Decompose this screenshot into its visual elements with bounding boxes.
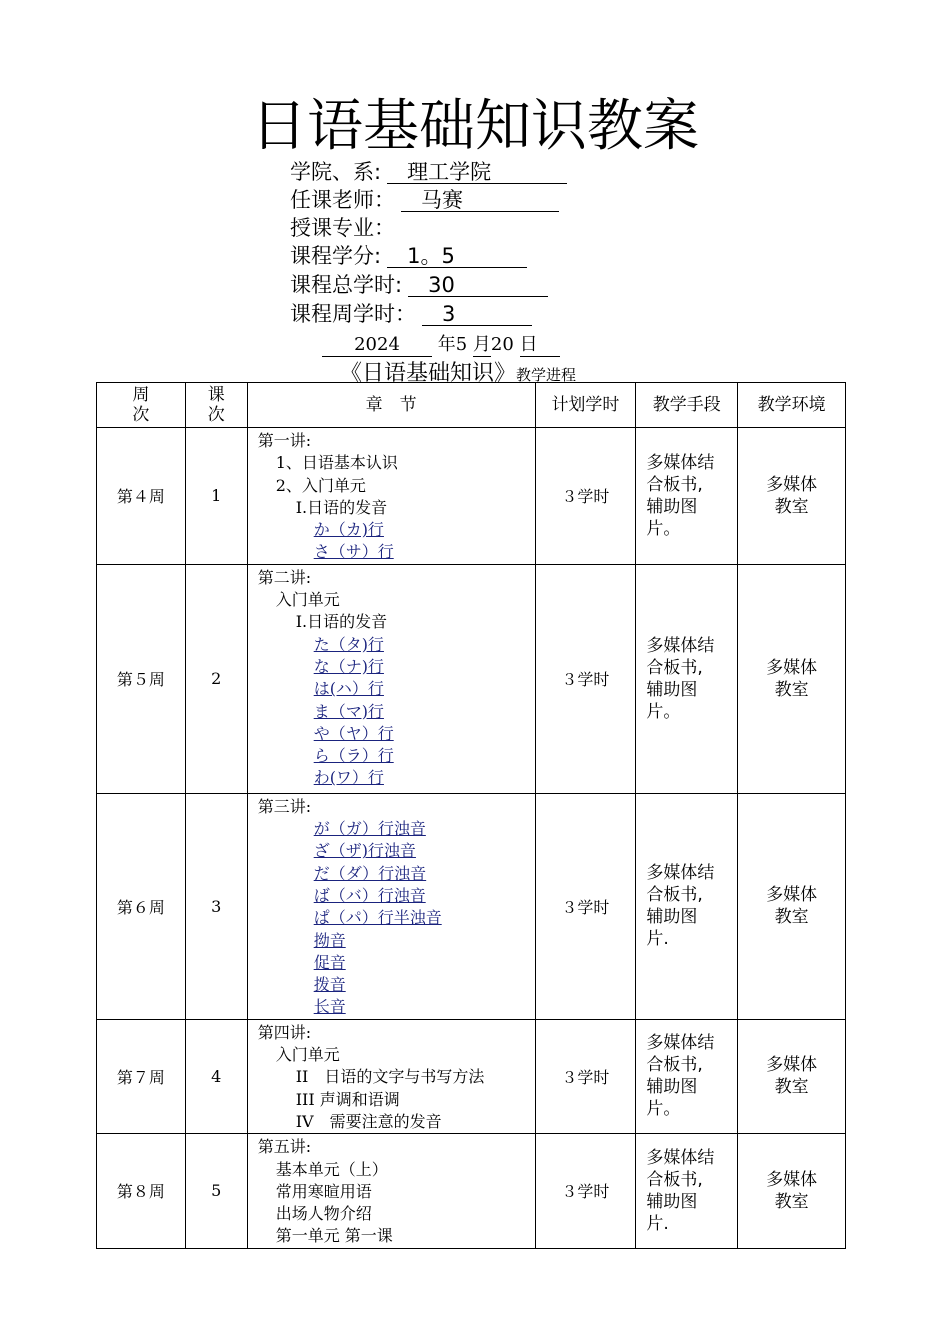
chapter-cell <box>247 564 535 793</box>
header-chapter: 章 节 <box>247 383 535 428</box>
chapter-line <box>258 430 535 452</box>
lesson-cell: 2 <box>185 564 247 793</box>
chapter-line <box>258 818 535 840</box>
lesson-cell: 1 <box>185 428 247 565</box>
chapter-cell <box>247 428 535 565</box>
chapter-line <box>258 589 535 611</box>
chapter-line <box>258 1136 535 1158</box>
chapter-line <box>258 885 535 907</box>
environment-cell: 多媒体 教室 <box>738 793 846 1019</box>
week-cell: 第７周 <box>97 1019 186 1133</box>
table-row <box>97 1019 846 1133</box>
info-label: 课程周学时： <box>290 302 416 326</box>
header-teaching-environment: 教学环境 <box>738 383 846 428</box>
hours-cell: ３学时 <box>535 564 636 793</box>
chapter-text: 入门单元 <box>275 590 340 610</box>
date-month: 5 <box>455 334 468 355</box>
info-value: 理工学院 <box>387 161 567 184</box>
chapter-text: I.日语的发音 <box>295 497 388 517</box>
chapter-line <box>258 452 535 474</box>
chapter-line <box>258 745 535 767</box>
table-row <box>97 428 846 565</box>
chapter-line <box>258 611 535 633</box>
chapter-text: 第四讲: <box>257 1022 312 1042</box>
info-line <box>290 300 532 328</box>
chapter-line <box>258 1225 535 1247</box>
chapter-text: II 日语的文字与书写方法 <box>295 1067 485 1087</box>
chapter-line <box>258 796 535 818</box>
chapter-link[interactable]: 拨音 <box>313 975 346 995</box>
week-cell: 第４周 <box>97 428 186 565</box>
info-line <box>290 214 395 242</box>
chapter-text: 2、入门单元 <box>275 475 366 495</box>
chapter-line <box>258 1159 535 1181</box>
chapter-line <box>258 519 535 541</box>
method-cell: 多媒体结 合板书, 辅助图 片。 <box>636 428 738 565</box>
date-day-unit: 日 <box>520 334 560 357</box>
week-cell: 第６周 <box>97 793 186 1019</box>
info-label: 课程总学时: <box>290 273 403 297</box>
chapter-link[interactable]: ざ（ザ)行浊音 <box>313 841 416 861</box>
chapter-link[interactable]: わ(ワ）行 <box>313 768 384 788</box>
info-value: 1。5 <box>387 245 527 268</box>
chapter-cell <box>247 1019 535 1133</box>
chapter-link[interactable]: ば（バ）行浊音 <box>313 885 426 905</box>
chapter-line <box>258 475 535 497</box>
chapter-text: 常用寒暄用语 <box>275 1181 372 1201</box>
environment-cell: 多媒体 教室 <box>738 1019 846 1133</box>
info-label: 学院、系: <box>290 160 382 184</box>
chapter-line <box>258 1066 535 1088</box>
method-cell: 多媒体结 合板书, 辅助图 片. <box>636 1134 738 1248</box>
document-title: 日语基础知识教案 <box>251 94 699 159</box>
chapter-line <box>258 656 535 678</box>
chapter-line <box>258 1089 535 1111</box>
chapter-cell <box>247 793 535 1019</box>
header-teaching-method: 教学手段 <box>636 383 738 428</box>
info-label: 任课老师： <box>290 188 395 212</box>
date-month-unit: 月 <box>472 334 491 355</box>
chapter-line <box>258 497 535 519</box>
chapter-link[interactable]: ら（ラ）行 <box>313 746 394 766</box>
chapter-line <box>258 930 535 952</box>
lesson-cell: 3 <box>185 793 247 1019</box>
table-row <box>97 564 846 793</box>
chapter-text: 出场人物介绍 <box>275 1204 372 1224</box>
table-header-row <box>97 383 846 428</box>
chapter-line <box>258 996 535 1018</box>
chapter-line <box>258 678 535 700</box>
chapter-link[interactable]: が（ガ）行浊音 <box>313 819 426 839</box>
chapter-line <box>258 840 535 862</box>
info-line <box>290 242 527 270</box>
info-value: 3 <box>422 303 532 326</box>
environment-cell: 多媒体 教室 <box>738 428 846 565</box>
chapter-text: 第二讲: <box>257 567 312 587</box>
chapter-text: 基本单元（上） <box>275 1159 388 1179</box>
chapter-line <box>258 567 535 589</box>
course-name: 《日语基础知识》 <box>340 361 517 386</box>
chapter-line <box>258 974 535 996</box>
info-value: 马赛 <box>401 189 559 212</box>
chapter-text: IV 需要注意的发音 <box>295 1111 442 1131</box>
info-label: 授课专业： <box>290 216 395 240</box>
chapter-line <box>258 1203 535 1225</box>
chapter-line <box>258 634 535 656</box>
environment-cell: 多媒体 教室 <box>738 564 846 793</box>
chapter-link[interactable]: だ（ダ）行浊音 <box>313 863 427 883</box>
date-line <box>322 330 560 357</box>
header-lesson: 课 次 <box>185 383 247 428</box>
chapter-line <box>258 1044 535 1066</box>
info-value: 30 <box>408 274 548 297</box>
chapter-link[interactable]: た（タ)行 <box>313 634 384 654</box>
chapter-line <box>258 767 535 789</box>
date-year: 2024 <box>322 334 432 357</box>
info-label: 课程学分: <box>290 244 382 268</box>
hours-cell: ３学时 <box>535 1134 636 1248</box>
lesson-cell: 5 <box>185 1134 247 1248</box>
chapter-link[interactable]: 促音 <box>313 952 346 972</box>
environment-cell: 多媒体 教室 <box>738 1134 846 1248</box>
info-line <box>290 271 548 299</box>
chapter-line <box>258 863 535 885</box>
chapter-line <box>258 952 535 974</box>
chapter-text: 第三讲: <box>257 796 312 816</box>
chapter-link[interactable]: か（カ)行 <box>313 520 384 540</box>
chapter-line <box>258 723 535 745</box>
chapter-text: III 声调和语调 <box>295 1089 400 1109</box>
info-line <box>290 186 559 214</box>
week-cell: 第５周 <box>97 564 186 793</box>
chapter-link[interactable]: や（ヤ）行 <box>313 723 394 743</box>
table-row <box>97 793 846 1019</box>
chapter-line <box>258 701 535 723</box>
chapter-text: 第一讲: <box>257 431 312 450</box>
chapter-line <box>258 1022 535 1044</box>
chapter-text: 入门单元 <box>275 1045 340 1065</box>
method-cell: 多媒体结 合板书, 辅助图 片。 <box>636 1019 738 1133</box>
chapter-link[interactable]: さ（サ）行 <box>313 542 394 562</box>
chapter-line <box>258 1111 535 1133</box>
chapter-link[interactable]: な（ナ)行 <box>313 656 384 676</box>
chapter-line <box>258 1181 535 1203</box>
chapter-link[interactable]: 长音 <box>313 997 346 1017</box>
chapter-text: 第五讲: <box>257 1137 312 1157</box>
chapter-cell <box>247 1134 535 1248</box>
chapter-text: 第一单元 第一课 <box>275 1226 393 1246</box>
chapter-link[interactable]: 拗音 <box>313 930 346 950</box>
header-week: 周 次 <box>97 383 186 428</box>
chapter-text: 1、日语基本认识 <box>275 453 398 473</box>
chapter-line <box>258 907 535 929</box>
table-title-suffix: 教学进程 <box>516 366 577 384</box>
lesson-cell: 4 <box>185 1019 247 1133</box>
schedule-table <box>96 382 846 1249</box>
date-day: 20 <box>490 334 514 355</box>
chapter-link[interactable]: は(ハ）行 <box>313 679 384 699</box>
table-row <box>97 1134 846 1248</box>
chapter-link[interactable]: ぱ（パ）行半浊音 <box>313 908 442 928</box>
hours-cell: ３学时 <box>535 428 636 565</box>
chapter-line <box>258 541 535 563</box>
method-cell: 多媒体结 合板书, 辅助图 片。 <box>636 564 738 793</box>
chapter-link[interactable]: ま（マ)行 <box>313 701 384 721</box>
chapter-text: I.日语的发音 <box>295 612 388 632</box>
info-line <box>290 158 567 186</box>
date-year-unit: 年 <box>437 334 456 355</box>
hours-cell: ３学时 <box>535 1019 636 1133</box>
week-cell: 第８周 <box>97 1134 186 1248</box>
hours-cell: ３学时 <box>535 793 636 1019</box>
header-planned-hours: 计划学时 <box>535 383 636 428</box>
method-cell: 多媒体结 合板书, 辅助图 片. <box>636 793 738 1019</box>
